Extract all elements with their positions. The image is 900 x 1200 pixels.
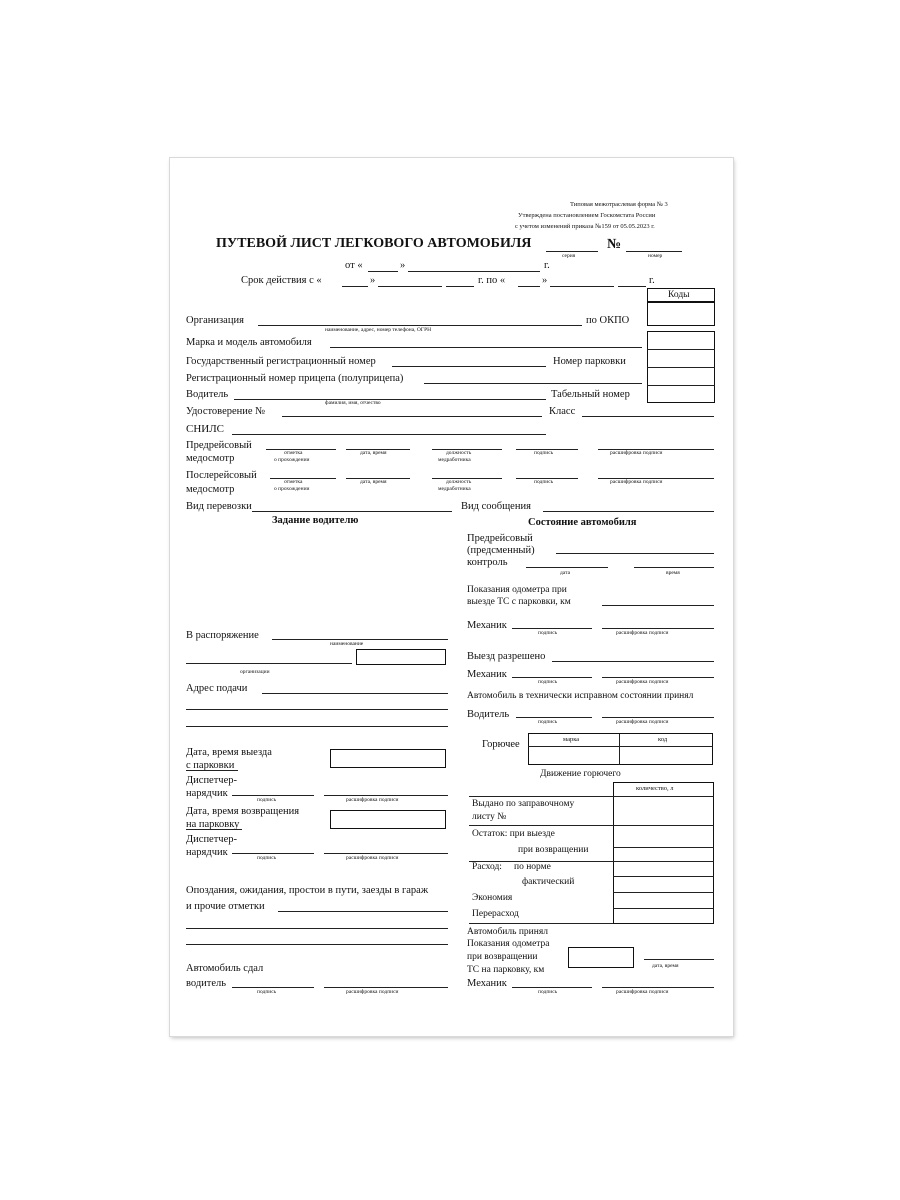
validity-from-year[interactable] (446, 286, 474, 287)
issue-month-field[interactable] (408, 271, 540, 272)
code-divider (647, 385, 715, 386)
validity-to-year[interactable] (618, 286, 646, 287)
validity-label: Срок действия с « (241, 275, 322, 286)
dispatcher-label-2: нарядчик (186, 788, 228, 799)
hint-org: организации (240, 669, 270, 675)
hint-signature: подпись (534, 450, 554, 456)
okpo-code-box[interactable] (647, 302, 715, 326)
odometer-out-field[interactable] (602, 605, 714, 606)
mechanic-signature-field[interactable] (512, 628, 592, 629)
number-hint: номер (648, 253, 663, 259)
snils-field[interactable] (232, 434, 546, 435)
tab-number-label: Табельный номер (551, 389, 630, 400)
odometer-ret-box[interactable] (568, 947, 634, 968)
hint-decoding: расшифровка подписи (346, 797, 399, 803)
fuel-row-line (469, 796, 613, 797)
hint-signature: подпись (257, 855, 277, 861)
organization-hint: наименование, адрес, номер телефона, ОГРН (325, 327, 432, 333)
form-title: ПУТЕВОЙ ЛИСТ ЛЕГКОВОГО АВТОМОБИЛЯ (216, 236, 532, 251)
hint-decoding: расшифровка подписи (610, 479, 663, 485)
quote-close-3: » (542, 275, 548, 286)
dispatcher-signature-field-2[interactable] (232, 853, 314, 854)
hint-signature: подпись (538, 989, 558, 995)
hint-mark-1: отметка (284, 450, 303, 456)
issued-label-2: листу № (472, 812, 507, 822)
dispatcher-label-1: Диспетчер- (186, 834, 237, 845)
post-medical-label-1: Послерейсовый (186, 470, 257, 481)
handed-label-1: Автомобиль сдал (186, 963, 264, 974)
dispatcher-decoding-field[interactable] (324, 795, 448, 796)
dispatcher-signature-field[interactable] (232, 795, 314, 796)
car-accepted-label: Автомобиль принял (467, 927, 548, 937)
hint-datetime-ret: дата, время (652, 963, 679, 969)
hint-decoding: расшифровка подписи (616, 989, 669, 995)
number-field[interactable] (626, 251, 682, 252)
parking-number-label: Номер парковки (553, 356, 626, 367)
odometer-out-label-1: Показания одометра при (467, 585, 567, 595)
hint-signature: подпись (257, 989, 277, 995)
codes-label: Коды (668, 290, 690, 300)
okpo-label: по ОКПО (586, 315, 630, 326)
brand-model-label: Марка и модель автомобиля (186, 337, 312, 348)
qty-divider (613, 861, 714, 862)
precheck-label-2: (предсменный) (467, 545, 535, 556)
fuel-row-line (469, 825, 613, 826)
hint-position-2: медработника (438, 457, 471, 463)
dispatcher-decoding-field-2[interactable] (324, 853, 448, 854)
series-hint: серия (562, 253, 576, 259)
exit-allowed-field[interactable] (552, 661, 714, 662)
actual-label: фактический (522, 877, 575, 887)
code-divider (647, 349, 715, 350)
hint-signature: подпись (538, 719, 558, 725)
series-field[interactable] (546, 251, 598, 252)
quote-close-2: » (370, 275, 376, 286)
return-label-1: Дата, время возвращения (186, 806, 300, 817)
mechanic-label: Механик (467, 620, 507, 631)
depart-underline (186, 770, 238, 771)
message-type-field[interactable] (543, 511, 714, 512)
driver-decoding-field[interactable] (602, 717, 714, 718)
hint-signature: подпись (538, 630, 558, 636)
form-note-line3: с учетом изменений приказа №159 от 05.05.2023 г. (515, 223, 655, 230)
disposal-code-box[interactable] (356, 649, 446, 665)
hint-position-1: должность (446, 450, 472, 456)
reg-number-field[interactable] (392, 366, 546, 367)
driver-field[interactable] (234, 399, 546, 400)
reg-number-label: Государственный регистрационный номер (186, 356, 376, 367)
return-datetime-box[interactable] (330, 810, 446, 829)
precheck-field[interactable] (556, 553, 714, 554)
return-underline (186, 829, 242, 830)
depart-datetime-box[interactable] (330, 749, 446, 768)
trailer-number-label: Регистрационный номер прицепа (полуприцепа) (186, 373, 404, 384)
mechanic-signature-field-3[interactable] (512, 987, 592, 988)
hint-time: время (666, 570, 680, 576)
fuel-brand-cell[interactable] (530, 748, 616, 763)
disposal-org-field[interactable] (186, 663, 352, 664)
driver-label-right: Водитель (467, 709, 510, 720)
precheck-label-3: контроль (467, 557, 508, 568)
qty-divider (613, 796, 714, 797)
driver-label: Водитель (186, 389, 229, 400)
mechanic-label-3: Механик (467, 978, 507, 989)
delays-field-3[interactable] (186, 944, 448, 945)
validity-from-day[interactable] (342, 286, 368, 287)
hint-decoding: расшифровка подписи (346, 855, 399, 861)
code-divider (647, 367, 715, 368)
accepted-ok-label: Автомобиль в технически исправном состоянии принял (467, 691, 694, 701)
left-section-title: Задание водителю (272, 515, 359, 526)
overuse-label: Перерасход (472, 909, 519, 919)
handed-label-2: водитель (186, 978, 227, 989)
hint-datetime: дата, время (360, 479, 387, 485)
fuel-row-line (469, 923, 613, 924)
quantity-header: количество, л (636, 785, 674, 792)
issued-label-1: Выдано по заправочному (472, 799, 575, 809)
fuel-label: Горючее (482, 739, 520, 750)
hint-date: дата (560, 570, 571, 576)
hint-decoding: расшифровка подписи (610, 450, 663, 456)
fuel-quantity-column (613, 782, 714, 924)
fuel-code-cell[interactable] (622, 748, 710, 763)
hint-position-2: медработника (438, 486, 471, 492)
dispatcher-label-1: Диспетчер- (186, 775, 237, 786)
hint-datetime: дата, время (360, 450, 387, 456)
hint-mark-2: о прохождении (274, 486, 310, 492)
waybill-form-sheet (170, 158, 733, 1036)
message-type-label: Вид сообщения (461, 501, 531, 512)
odometer-ret-label-3: ТС на парковку, км (467, 965, 545, 975)
depart-label-2: с парковки (186, 760, 235, 771)
disposal-label: В распоряжение (186, 630, 259, 641)
mechanic-decoding-field[interactable] (602, 628, 714, 629)
consumption-label: Расход: (472, 862, 502, 872)
disposal-field[interactable] (272, 639, 448, 640)
validity-end: г. (649, 275, 655, 286)
license-label: Удостоверение № (186, 406, 266, 417)
fuel-brand-header: марка (563, 736, 580, 743)
return-label-2: на парковку (186, 819, 240, 830)
driver-hint: фамилия, имя, отчество (325, 400, 381, 406)
remain-label-2: при возвращении (518, 845, 589, 855)
depart-label-1: Дата, время выезда (186, 747, 272, 758)
hint-name: наименование (330, 641, 364, 647)
address-label: Адрес подачи (186, 683, 248, 694)
delays-label-2: и прочие отметки (186, 901, 265, 912)
transport-type-field[interactable] (252, 511, 452, 512)
handed-signature-field[interactable] (232, 987, 314, 988)
mechanic-decoding-field-3[interactable] (602, 987, 714, 988)
hint-position-1: должность (446, 479, 472, 485)
delays-field-2[interactable] (186, 928, 448, 929)
issue-date-label: от « (345, 260, 363, 271)
validity-to-day[interactable] (518, 286, 540, 287)
dispatcher-label-2: нарядчик (186, 847, 228, 858)
qty-divider (613, 908, 714, 909)
qty-divider (613, 876, 714, 877)
mechanic-signature-field-2[interactable] (512, 677, 592, 678)
fuel-table-vdivider (619, 734, 620, 765)
organization-label: Организация (186, 315, 244, 326)
precheck-time-field[interactable] (634, 567, 714, 568)
number-sign: № (607, 237, 622, 252)
mechanic-label-2: Механик (467, 669, 507, 680)
odometer-out-label-2: выезде ТС с парковки, км (467, 597, 571, 607)
class-label: Класс (549, 406, 576, 417)
snils-label: СНИЛС (186, 423, 225, 435)
fuel-movement-title: Движение горючего (540, 769, 621, 779)
ret-datetime-field[interactable] (644, 959, 714, 960)
odometer-ret-label-2: при возвращении (467, 952, 538, 962)
hint-decoding: расшифровка подписи (616, 719, 669, 725)
hint-decoding: расшифровка подписи (616, 630, 669, 636)
delays-field-1[interactable] (278, 911, 448, 912)
transport-type-label: Вид перевозки (186, 501, 252, 512)
delays-label-1: Опоздания, ожидания, простои в пути, заезды в гараж (186, 885, 429, 896)
post-medical-label-2: медосмотр (186, 484, 235, 495)
organization-field[interactable] (258, 325, 582, 326)
address-field-1[interactable] (262, 693, 448, 694)
hint-decoding: расшифровка подписи (346, 989, 399, 995)
address-field-2[interactable] (186, 709, 448, 710)
economy-label: Экономия (472, 893, 513, 903)
fuel-code-header: код (658, 736, 668, 743)
issue-year-suffix: г. (544, 260, 550, 271)
qty-divider (613, 847, 714, 848)
qty-divider (613, 825, 714, 826)
hint-mark-2: о прохождении (274, 457, 310, 463)
pre-medical-label-2: медосмотр (186, 453, 235, 464)
trailer-number-field[interactable] (424, 383, 642, 384)
driver-signature-field[interactable] (516, 717, 592, 718)
mechanic-decoding-field-2[interactable] (602, 677, 714, 678)
issue-day-field[interactable] (368, 271, 398, 272)
by-norm-label: по норме (514, 862, 551, 872)
right-section-title: Состояние автомобиля (528, 517, 637, 528)
hint-signature: подпись (534, 479, 554, 485)
qty-divider (613, 892, 714, 893)
validity-from-month[interactable] (378, 286, 442, 287)
form-note-line1: Типовая межотраслевая форма № 3 (570, 201, 668, 208)
precheck-date-field[interactable] (526, 567, 608, 568)
post-medical-mark-field[interactable] (270, 478, 336, 479)
address-field-3[interactable] (186, 726, 448, 727)
form-note-line2: Утверждена постановлением Госкомстата России (518, 212, 656, 219)
remain-label-1: Остаток: при выезде (472, 829, 555, 839)
quote-close: » (400, 260, 406, 271)
hint-signature: подпись (257, 797, 277, 803)
brand-model-field[interactable] (330, 347, 642, 348)
odometer-ret-label-1: Показания одометра (467, 939, 550, 949)
hint-mark-1: отметка (284, 479, 303, 485)
pre-medical-label-1: Предрейсовый (186, 440, 252, 451)
hint-decoding: расшифровка подписи (616, 679, 669, 685)
fuel-table-divider (528, 746, 713, 747)
exit-allowed-label: Выезд разрешено (467, 651, 546, 662)
hint-signature: подпись (538, 679, 558, 685)
validity-mid: г. по « (478, 275, 506, 286)
precheck-label-1: Предрейсовый (467, 533, 533, 544)
license-field[interactable] (282, 416, 542, 417)
validity-to-month[interactable] (550, 286, 614, 287)
handed-decoding-field[interactable] (324, 987, 448, 988)
class-field[interactable] (582, 416, 714, 417)
